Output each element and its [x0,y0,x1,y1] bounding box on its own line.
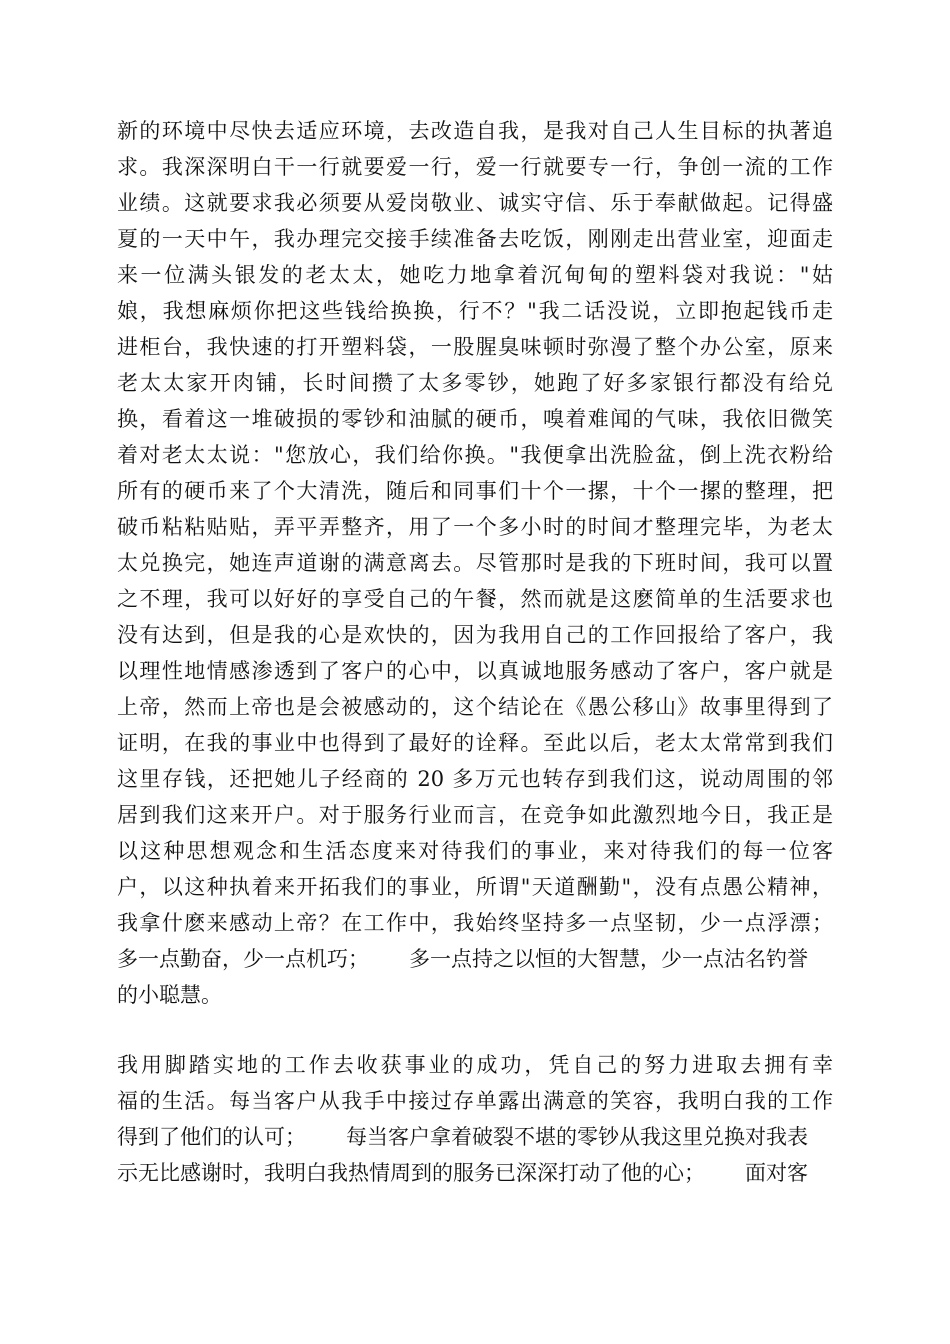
text-line: 夏的一天中午，我办理完交接手续准备去吃饭，刚刚走出营业室，迎面走 [117,227,833,251]
text-line: 换，看着这一堆破损的零钞和油腻的硬币，嗅着难闻的气味，我依旧微笑 [117,407,833,431]
text-line: 之不理，我可以好好的享受自己的午餐，然而就是这麽简单的生活要求也 [117,587,833,611]
text-line: 上帝，然而上帝也是会被感动的，这个结论在《愚公移山》故事里得到了 [117,695,833,719]
text-line: 这里存钱，还把她儿子经商的 20 多万元也转存到我们这，说动周围的邻 [117,767,833,791]
text-line: 证明，在我的事业中也得到了最好的诠释。至此以后，老太太常常到我们 [117,731,833,755]
text-line: 得到了他们的认可； 每当客户拿着破裂不堪的零钞从我这里兑换对我表 [117,1125,809,1149]
text-line: 我用脚踏实地的工作去收获事业的成功，凭自己的努力进取去拥有幸 [117,1053,833,1077]
text-line: 所有的硬币来了个大清洗，随后和同事们十个一摞，十个一摞的整理，把 [117,479,833,503]
text-line: 业绩。这就要求我必须要从爱岗敬业、诚实守信、乐于奉献做起。记得盛 [117,191,833,215]
text-line: 太兑换完，她连声道谢的满意离去。尽管那时是我的下班时间，我可以置 [117,551,833,575]
text-line: 多一点勤奋，少一点机巧； 多一点持之以恒的大智慧，少一点沽名钓誉 [117,947,809,971]
text-line: 福的生活。每当客户从我手中接过存单露出满意的笑容，我明白我的工作 [117,1089,833,1113]
text-line: 着对老太太说："您放心，我们给你换。"我便拿出洗脸盆，倒上洗衣粉给 [117,443,833,467]
text-line: 来一位满头银发的老太太，她吃力地拿着沉甸甸的塑料袋对我说："姑 [117,263,833,287]
text-line: 没有达到，但是我的心是欢快的，因为我用自己的工作回报给了客户，我 [117,623,833,647]
text-line: 娘，我想麻烦你把这些钱给换换，行不？"我二话没说，立即抱起钱币走 [117,299,833,323]
text-line: 的小聪慧。 [117,983,222,1007]
text-line: 居到我们这来开户。对于服务行业而言，在竞争如此激烈地今日，我正是 [117,803,833,827]
text-line: 示无比感谢时，我明白我热情周到的服务已深深打动了他的心； 面对客 [117,1161,809,1185]
text-line: 以理性地情感渗透到了客户的心中，以真诚地服务感动了客户，客户就是 [117,659,833,683]
text-line: 户，以这种执着来开拓我们的事业，所谓"天道酬勤"，没有点愚公精神， [117,875,833,899]
text-line: 我拿什麽来感动上帝？在工作中，我始终坚持多一点坚韧，少一点浮漂； [117,911,833,935]
text-line: 破币粘粘贴贴，弄平弄整齐，用了一个多小时的时间才整理完毕，为老太 [117,515,833,539]
text-line: 进柜台，我快速的打开塑料袋，一股腥臭味顿时弥漫了整个办公室，原来 [117,335,833,359]
text-line: 以这种思想观念和生活态度来对待我们的事业，来对待我们的每一位客 [117,839,833,863]
text-line: 老太太家开肉铺，长时间攒了太多零钞，她跑了好多家银行都没有给兑 [117,371,833,395]
text-line: 求。我深深明白干一行就要爱一行，爱一行就要专一行，争创一流的工作 [117,155,833,179]
text-line: 新的环境中尽快去适应环境，去改造自我，是我对自己人生目标的执著追 [117,119,833,143]
